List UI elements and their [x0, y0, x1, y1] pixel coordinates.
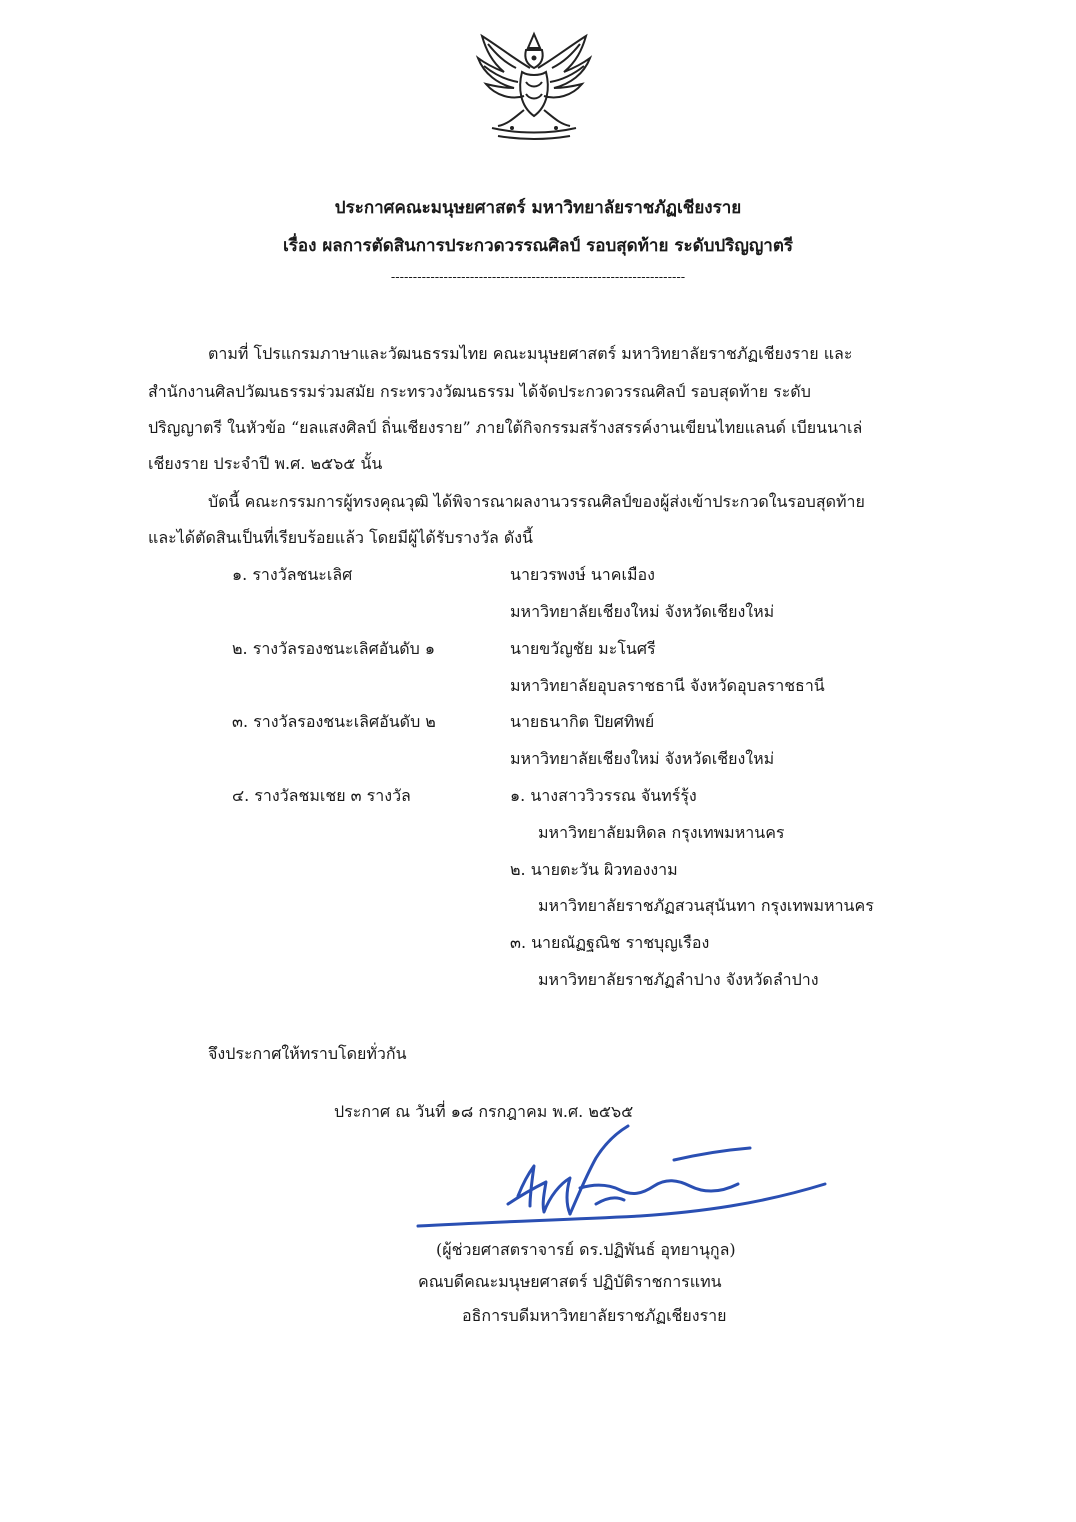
signatory-name: (ผู้ช่วยศาสตราจารย์ ดร.ปฏิพันธ์ อุทยานุกูล) [436, 1240, 736, 1259]
paragraph-line: เชียงราย ประจำปี พ.ศ. ๒๕๖๕ นั้น [148, 454, 383, 473]
award-title: ๓. รางวัลรองชนะเลิศอันดับ ๒ [232, 712, 436, 731]
winner-name: นายธนากิต ปิยศทิพย์ [510, 712, 655, 731]
award-title: ๒. รางวัลรองชนะเลิศอันดับ ๑ [232, 639, 436, 658]
winner-name: ๒. นายตะวัน ผิวทองงาม [510, 860, 678, 879]
winner-affiliation: มหาวิทยาลัยราชภัฏลำปาง จังหวัดลำปาง [538, 970, 819, 989]
winner-name: นายขวัญชัย มะโนศรี [510, 639, 656, 658]
winner-affiliation: มหาวิทยาลัยอุบลราชธานี จังหวัดอุบลราชธานี [510, 676, 825, 695]
paragraph-line: สำนักงานศิลปวัฒนธรรมร่วมสมัย กระทรวงวัฒนธรรม ได้จัดประกวดวรรณศิลป์ รอบสุดท้าย ระดับ [148, 382, 811, 401]
paragraph-line: ตามที่ โปรแกรมภาษาและวัฒนธรรมไทย คณะมนุษยศาสตร์ มหาวิทยาลัยราชภัฏเชียงราย และ [208, 344, 853, 363]
document-subject: เรื่อง ผลการตัดสินการประกวดวรรณศิลป์ รอบสุดท้าย ระดับปริญญาตรี [282, 236, 794, 256]
document-title: ประกาศคณะมนุษยศาสตร์ มหาวิทยาลัยราชภัฏเชียงราย [334, 198, 742, 218]
title-separator: ------------------------------------------------------------------- [390, 270, 686, 285]
paragraph-line: ปริญญาตรี ในหัวข้อ “ยลแสงศิลป์ ถิ่นเชียงราย” ภายใต้กิจกรรมสร้างสรรค์งานเขียนไทยแลนด์ เบียนนาเล่ [148, 418, 863, 437]
signature-mark [410, 1118, 840, 1238]
award-title: ๔. รางวัลชมเชย ๓ รางวัล [232, 786, 411, 805]
closing-statement: จึงประกาศให้ทราบโดยทั่วกัน [208, 1044, 407, 1063]
signatory-position: คณบดีคณะมนุษยศาสตร์ ปฏิบัติราชการแทน [418, 1272, 722, 1291]
announcement-date: ประกาศ ณ วันที่ ๑๘ กรกฎาคม พ.ศ. ๒๕๖๕ [334, 1102, 634, 1121]
award-title: ๑. รางวัลชนะเลิศ [232, 565, 353, 584]
winner-affiliation: มหาวิทยาลัยมหิดล กรุงเทพมหานคร [538, 823, 785, 842]
winner-name: ๓. นายณัฏฐณิช ราชบุญเรือง [510, 933, 710, 952]
winner-affiliation: มหาวิทยาลัยเชียงใหม่ จังหวัดเชียงใหม่ [510, 749, 775, 768]
paragraph-line: และได้ตัดสินเป็นที่เรียบร้อยแล้ว โดยมีผู้ได้รับรางวัล ดังนี้ [148, 528, 533, 547]
signatory-position: อธิการบดีมหาวิทยาลัยราชภัฏเชียงราย [462, 1306, 727, 1325]
garuda-emblem-icon [468, 28, 600, 144]
winner-affiliation: มหาวิทยาลัยเชียงใหม่ จังหวัดเชียงใหม่ [510, 602, 775, 621]
winner-name: นายวรพงษ์ นาคเมือง [510, 565, 655, 584]
winner-affiliation: มหาวิทยาลัยราชภัฏสวนสุนันทา กรุงเทพมหานคร [538, 896, 874, 915]
winner-name: ๑. นางสาววิวรรณ จันทร์รุ้ง [510, 786, 697, 805]
paragraph-line: บัดนี้ คณะกรรมการผู้ทรงคุณวุฒิ ได้พิจารณาผลงานวรรณศิลป์ของผู้ส่งเข้าประกวดในรอบสุดท้าย [208, 492, 865, 511]
